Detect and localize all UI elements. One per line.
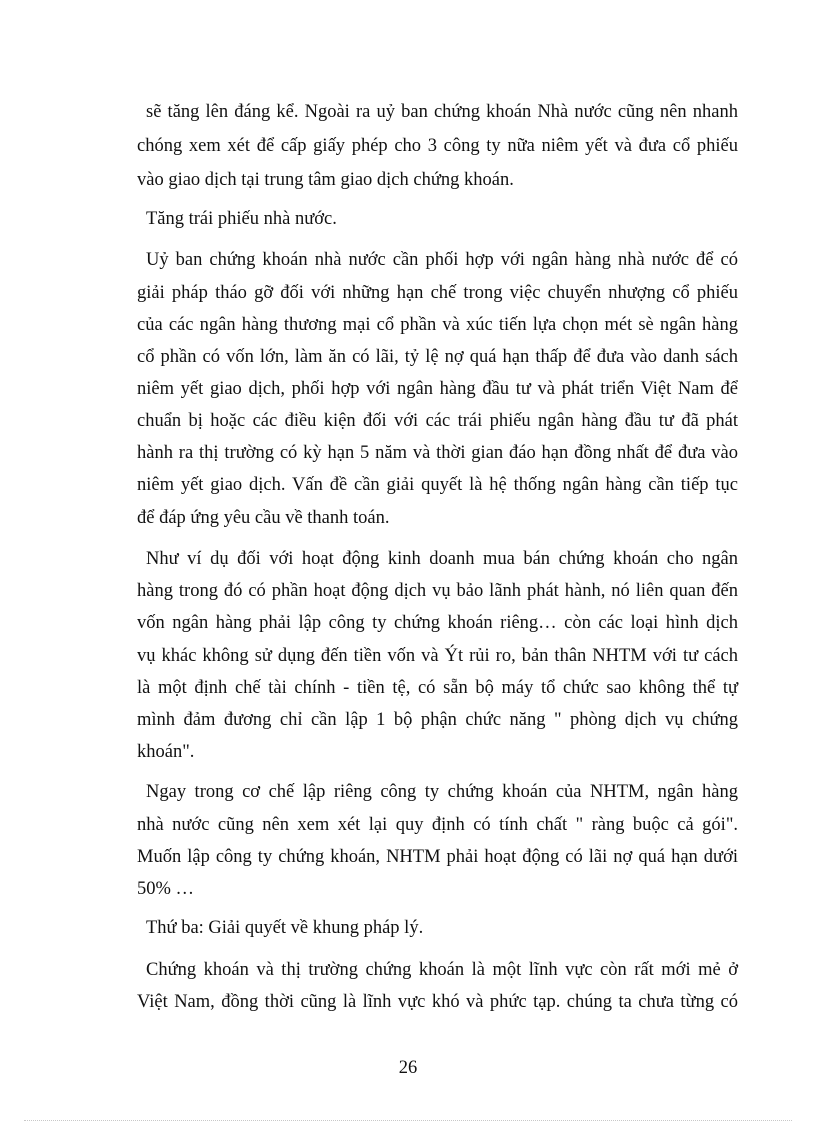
text-line: 50% … (137, 879, 195, 899)
text-line: sẽ tăng lên đáng kể. Ngoài ra uỷ ban chứng khoán Nhà nước cũng nên nhanh (146, 102, 738, 122)
footer-divider (24, 1120, 792, 1121)
text-line: của các ngân hàng thương mại cổ phần và xúc tiến lựa chọn mét sè ngân hàng (137, 315, 738, 335)
text-line: Việt Nam, đồng thời cũng là lĩnh vực khó và phức tạp. chúng ta chưa từng có (137, 992, 738, 1012)
text-line: Ngay trong cơ chế lập riêng công ty chứng khoán của NHTM, ngân hàng (146, 782, 738, 802)
page-number: 26 (398, 1058, 418, 1078)
text-line: nhà nước cũng nên xem xét lại quy định có tính chất " ràng buộc cả gói". (137, 815, 738, 835)
text-line: hàng trong đó có phần hoạt động dịch vụ bảo lãnh phát hành, nó liên quan đến (137, 581, 738, 601)
text-line: chóng xem xét để cấp giấy phép cho 3 công ty nữa niêm yết và đưa cổ phiếu (137, 136, 738, 156)
text-line: khoán". (137, 742, 195, 762)
text-line: là một định chế tài chính - tiền tệ, có sẵn bộ máy tổ chức sao không thể tự (137, 678, 738, 698)
text-line: Uỷ ban chứng khoán nhà nước cần phối hợp với ngân hàng nhà nước để có (146, 250, 738, 270)
text-line: vốn ngân hàng phải lập công ty chứng khoán riêng… còn các loại hình dịch (137, 613, 738, 633)
text-line: Như ví dụ đối với hoạt động kinh doanh mua bán chứng khoán cho ngân (146, 549, 738, 569)
text-line: Thứ ba: Giải quyết về khung pháp lý. (146, 918, 424, 938)
text-line: Muốn lập công ty chứng khoán, NHTM phải hoạt động có lãi nợ quá hạn dưới (137, 847, 738, 867)
text-line: niêm yết giao dịch, phối hợp với ngân hàng đầu tư và phát triển Việt Nam để (137, 379, 738, 399)
text-line: chuẩn bị hoặc các điều kiện đối với các trái phiếu ngân hàng đầu tư đã phát (137, 411, 738, 431)
text-line: Chứng khoán và thị trường chứng khoán là một lĩnh vực còn rất mới mẻ ở (146, 960, 738, 980)
text-line: vụ khác không sử dụng đến tiền vốn và Ýt rủi ro, bản thân NHTM với tư cách (137, 646, 738, 666)
text-line: hành ra thị trường có kỳ hạn 5 năm và thời gian đáo hạn đồng nhất để đưa vào (137, 443, 738, 463)
text-line: mình đảm đương chỉ cần lập 1 bộ phận chức năng " phòng dịch vụ chứng (137, 710, 738, 730)
text-line: cổ phần có vốn lớn, làm ăn có lãi, tỷ lệ nợ quá hạn thấp để đưa vào danh sách (137, 347, 738, 367)
text-line: vào giao dịch tại trung tâm giao dịch chứng khoán. (137, 170, 514, 190)
text-line: giải pháp tháo gỡ đối với những hạn chế trong việc chuyển nhượng cổ phiếu (137, 283, 738, 303)
text-line: Tăng trái phiếu nhà nước. (146, 209, 337, 229)
text-line: niêm yết giao dịch. Vấn đề cần giải quyết là hệ thống ngân hàng cần tiếp tục (137, 475, 738, 495)
text-line: để đáp ứng yêu cầu về thanh toán. (137, 508, 390, 528)
